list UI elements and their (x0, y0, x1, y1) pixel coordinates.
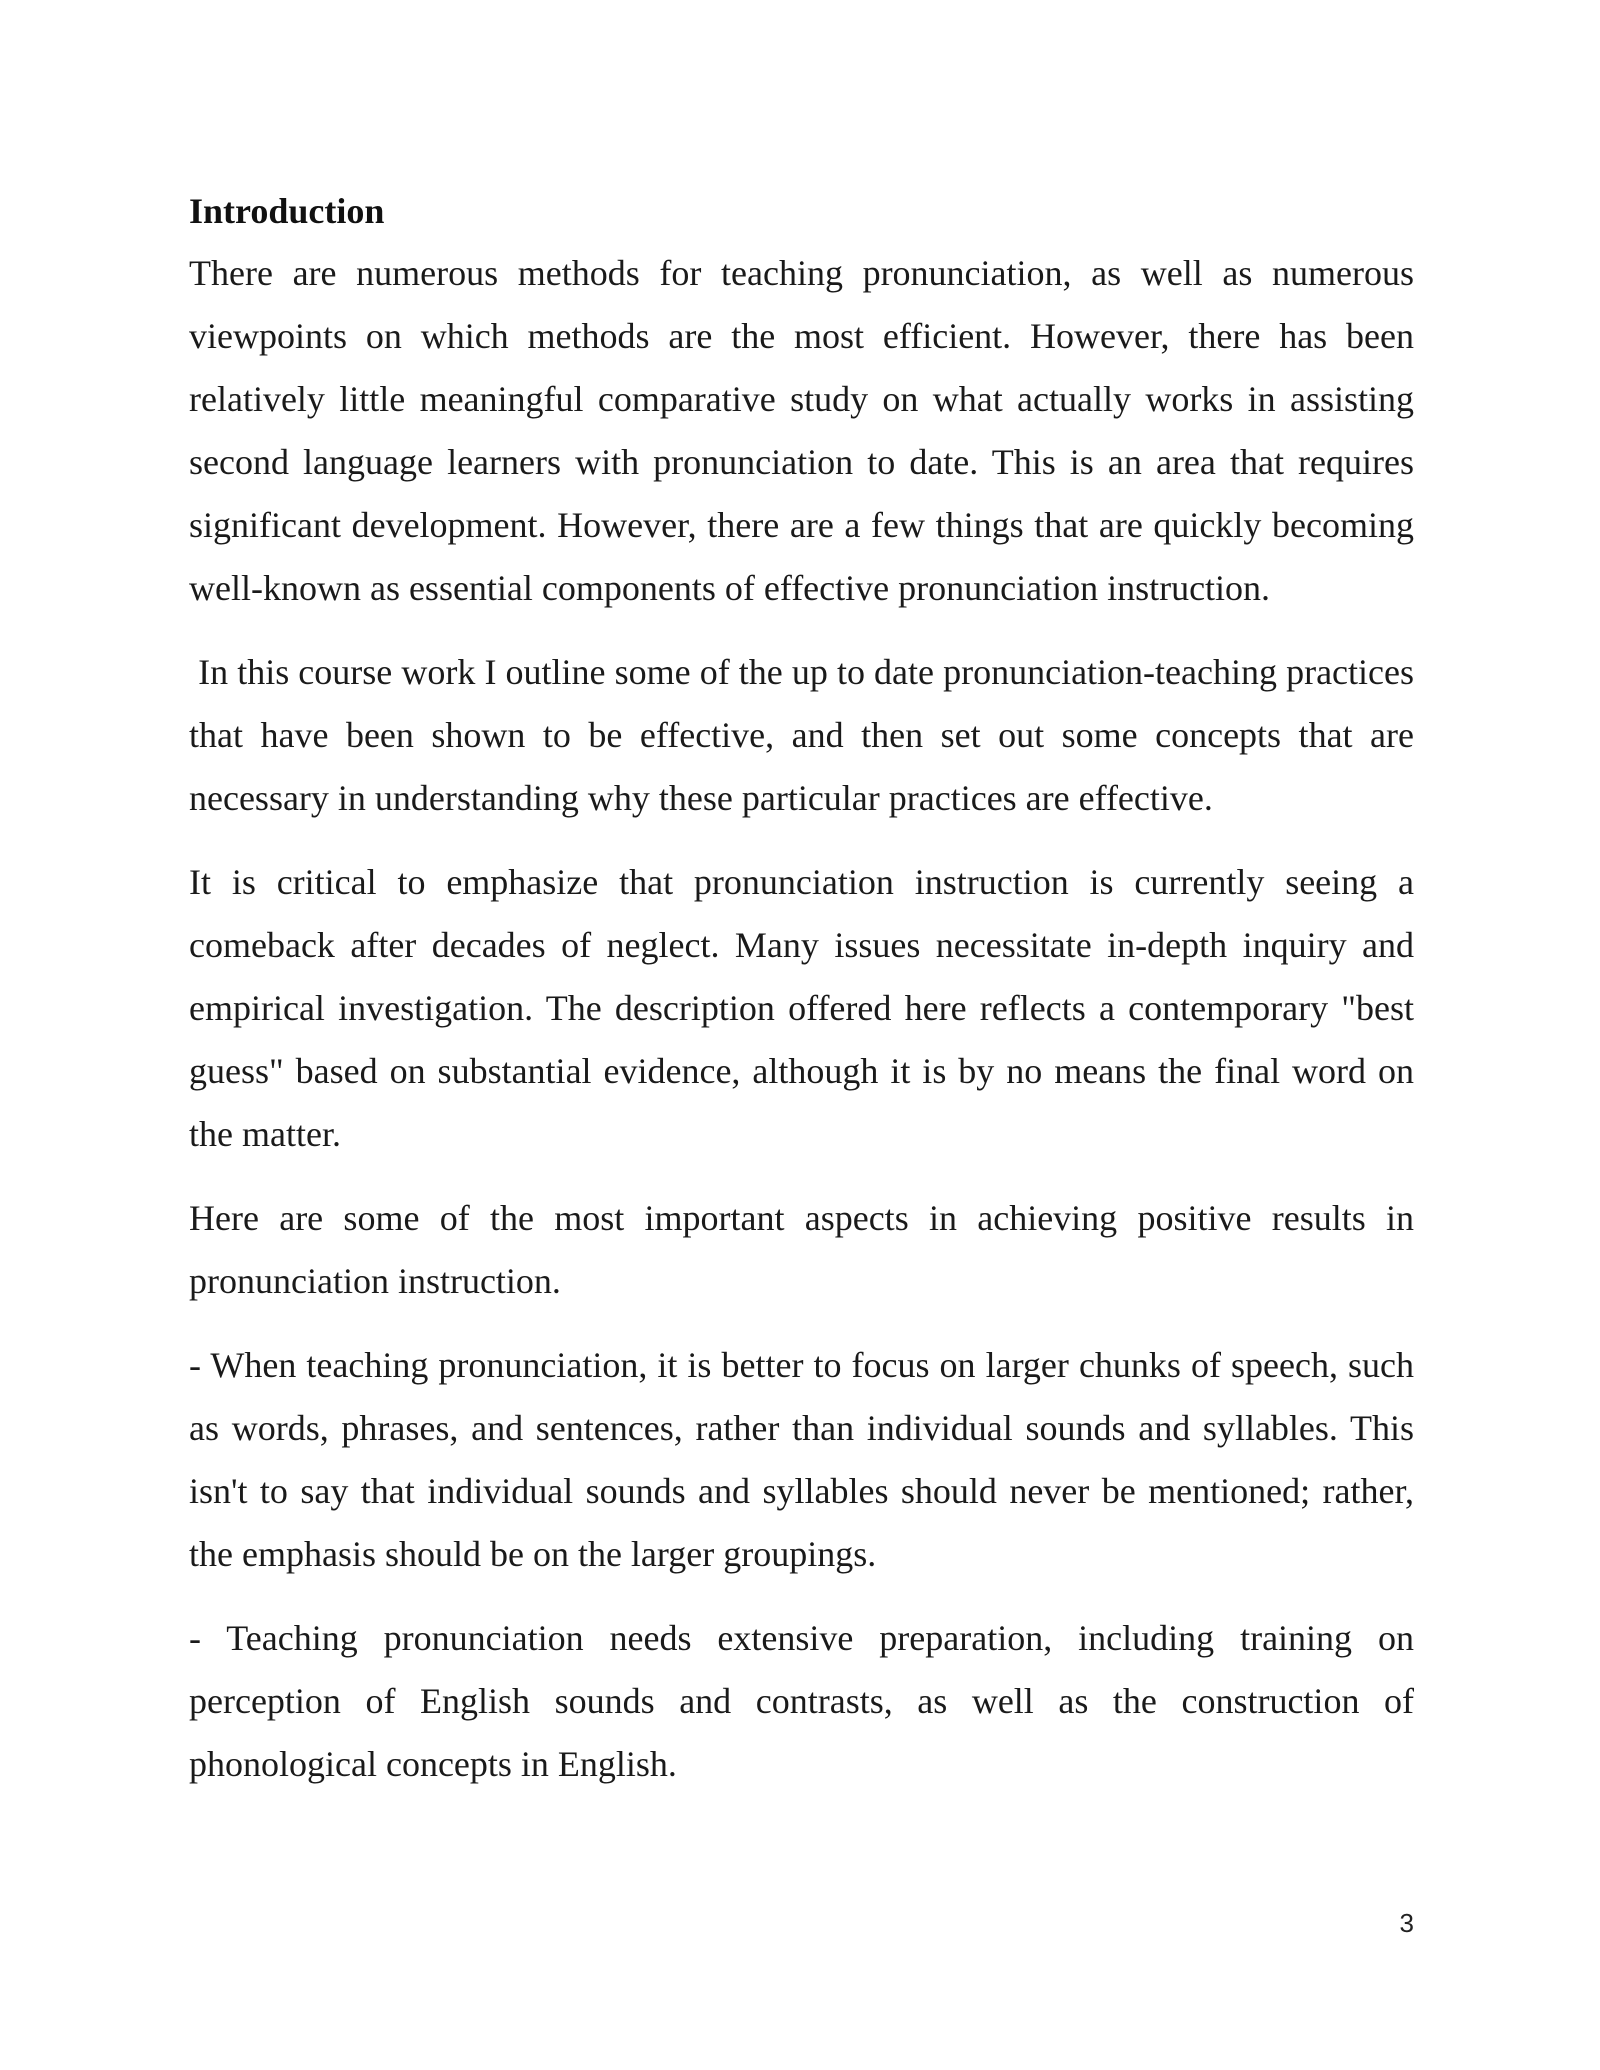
paragraph-comeback: It is critical to emphasize that pronunciation instruction is currently seeing a comeback after decades of neglect. Many issues necessitate in-depth inquiry and empirical investigation. The description offered here reflects a contemporary "best guess" based on substantial evidence, although it is by no means the final word on the matter. (189, 862, 1414, 1154)
paragraph-course-work: In this course work I outline some of the up to date pronunciation-teaching practices that have been shown to be effective, and then set out some concepts that are necessary in understanding why these particular practices are effective. (189, 652, 1424, 818)
page-number: 3 (1399, 1908, 1414, 1938)
page-body (189, 185, 1424, 1817)
paragraph-intro: There are numerous methods for teaching pronunciation, as well as numerous viewpoints on which methods are the most efficient. However, there has been relatively little meaningful comparative study on what actually works in assisting second language learners with pronunciation to date. This is an area that requires significant development. However, there are a few things that are quickly becoming well-known as essential components of effective pronunciation instruction. (189, 253, 1414, 608)
paragraph-aspects: Here are some of the most important aspects in achieving positive results in pronunciation instruction. (189, 1198, 1414, 1301)
section-heading: Introduction (189, 191, 385, 231)
bullet-larger-chunks: - When teaching pronunciation, it is better to focus on larger chunks of speech, such as words, phrases, and sentences, rather than individual sounds and syllables. This isn't to say that individual sounds and syllables should never be mentioned; rather, the emphasis should be on the larger groupings. (189, 1345, 1414, 1574)
bullet-preparation: - Teaching pronunciation needs extensive preparation, including training on perception of English sounds and contrasts, as well as the construction of phonological concepts in English. (189, 1618, 1414, 1784)
